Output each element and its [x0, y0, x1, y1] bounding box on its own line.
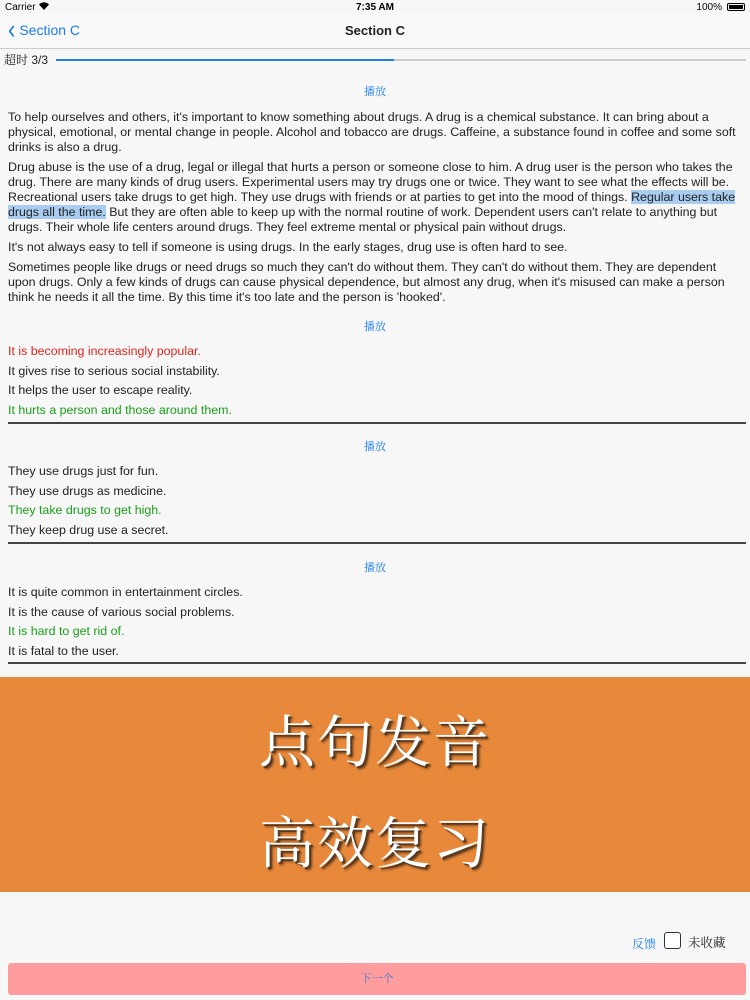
- question-2-options: [8, 462, 742, 540]
- play-question-2-button[interactable]: 播放: [364, 441, 386, 453]
- passage-paragraph[interactable]: Sometimes people like drugs or need drugs so much they can't do without them. They can't do without them. They are dependent upon drugs. Only a few kinds of drugs can cause physical dependence, but almost any drug, when it's misused can make a person think he needs it all the time. By this time it's too late and the person is 'hooked'.: [8, 260, 725, 304]
- option-d[interactable]: It hurts a person and those around them.: [8, 402, 232, 417]
- option-d[interactable]: They keep drug use a secret.: [8, 522, 169, 537]
- option-b[interactable]: It is the cause of various social problems.: [8, 604, 235, 619]
- option-c[interactable]: They take drugs to get high.: [8, 503, 162, 517]
- passage: [8, 110, 742, 310]
- carrier-label: Carrier: [5, 2, 36, 13]
- banner-line-1: 点句发音: [259, 711, 491, 776]
- highlighted-sentence[interactable]: Regular users take drugs all the time.: [8, 190, 736, 219]
- play-question-3-button[interactable]: 播放: [364, 562, 386, 574]
- question-1-options: [8, 342, 742, 420]
- option-a[interactable]: They use drugs just for fun.: [8, 464, 159, 478]
- option-b[interactable]: It gives rise to serious social instability.: [8, 363, 220, 378]
- passage-paragraph[interactable]: It's not always easy to tell if someone is using drugs. In the early stages, drug use is often hard to see.: [8, 240, 568, 254]
- favorite-label: 未收藏: [688, 936, 726, 950]
- next-button[interactable]: 下一个: [8, 963, 746, 995]
- status-bar: [0, 0, 750, 14]
- option-a[interactable]: It is quite common in entertainment circles.: [8, 585, 243, 599]
- clock: 7:35 AM: [356, 2, 394, 13]
- progress-track: [56, 59, 746, 61]
- feedback-link[interactable]: 反馈: [632, 937, 657, 951]
- divider: [8, 662, 746, 664]
- progress-label: 超时 3/3: [4, 53, 49, 67]
- navigation-bar: [0, 14, 750, 49]
- battery-icon: [727, 3, 745, 11]
- battery-percent: 100%: [696, 2, 722, 13]
- option-c[interactable]: It is hard to get rid of.: [8, 624, 125, 638]
- question-3-options: [8, 583, 742, 661]
- page-title: Section C: [345, 23, 405, 38]
- option-c[interactable]: It helps the user to escape reality.: [8, 383, 193, 397]
- play-question-1-button[interactable]: 播放: [364, 321, 386, 333]
- passage-sentence[interactable]: Drug abuse is the use of a drug, legal or illegal that hurts a person or someone close to him. A drug user is the person who takes the drug. There are many kinds of drug users. Experimental users may try drugs one or twice. They want to see what the effects will be. Recreational users take drugs to get high. They use drugs with friends or at parties to get into the mood of things.: [8, 160, 733, 204]
- passage-paragraph[interactable]: [8, 160, 742, 235]
- passage-paragraph[interactable]: To help ourselves and others, it's important to know something about drugs. A drug is a chemical substance. It can bring about a physical, emotional, or mental change in people. Alcohol and tobacco are drugs. Caffeine, a substance found in coffee and some soft drinks is also a drug.: [8, 110, 736, 154]
- favorite-checkbox[interactable]: [664, 932, 681, 949]
- back-button-label: Section C: [19, 22, 81, 38]
- progress-row: [4, 51, 746, 67]
- chevron-left-icon: ‹: [8, 14, 16, 45]
- passage-sentence[interactable]: But they are often able to keep up with the normal routine of work. Dependent users can't relate to anything but drugs. Their whole life centers around drugs. They feel extreme mental or physical pain without drugs.: [8, 205, 718, 234]
- divider: [8, 422, 746, 424]
- banner-line-2: 高效复习: [259, 812, 491, 877]
- option-d[interactable]: It is fatal to the user.: [8, 643, 119, 658]
- option-a[interactable]: It is becoming increasingly popular.: [8, 344, 201, 358]
- divider: [8, 542, 746, 544]
- promo-banner: [0, 677, 750, 892]
- option-b[interactable]: They use drugs as medicine.: [8, 483, 167, 498]
- play-passage-button[interactable]: 播放: [364, 86, 386, 98]
- progress-fill: [56, 59, 394, 61]
